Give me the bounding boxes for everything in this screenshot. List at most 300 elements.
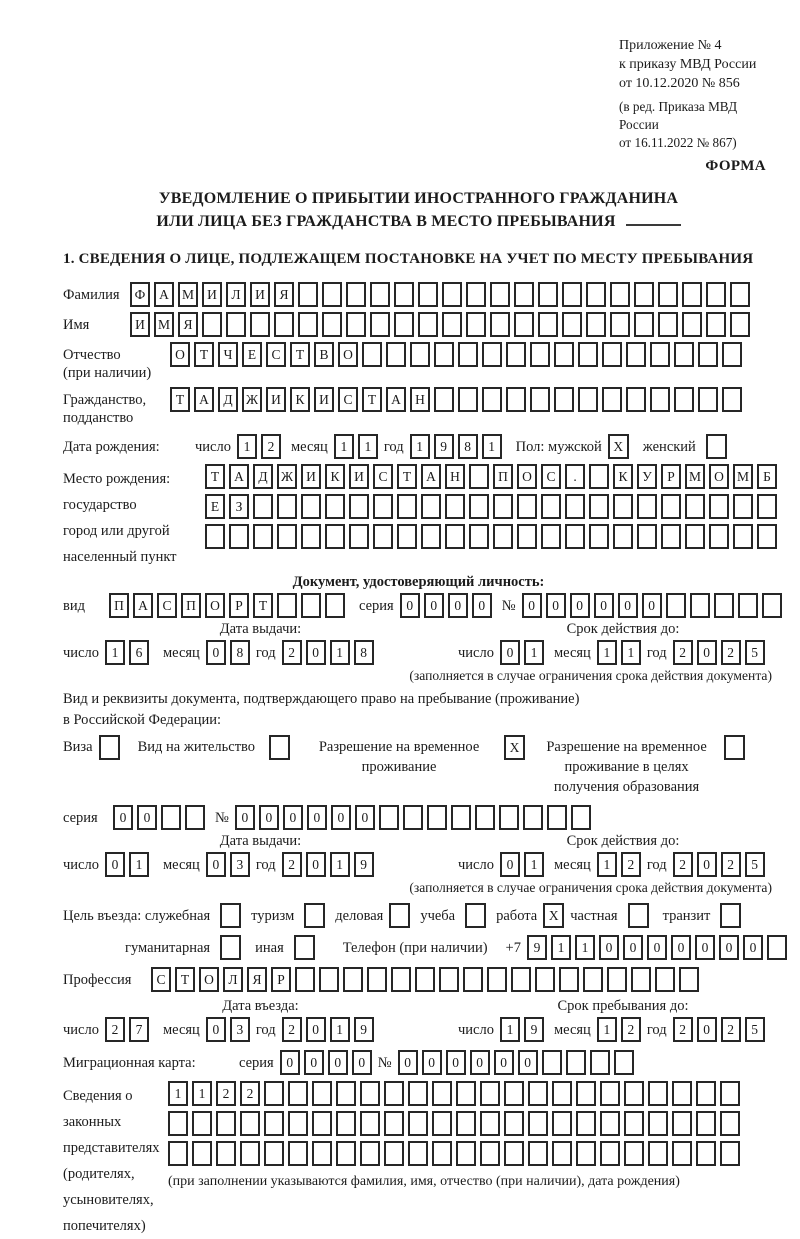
char-cell[interactable]: 8: [354, 640, 374, 665]
char-cell[interactable]: [391, 967, 411, 992]
char-cell[interactable]: [456, 1081, 476, 1106]
char-cell[interactable]: 2: [721, 1017, 741, 1042]
char-cell[interactable]: [499, 805, 519, 830]
char-cell[interactable]: [482, 342, 502, 367]
char-cell[interactable]: [696, 1111, 716, 1136]
char-cell[interactable]: [576, 1081, 596, 1106]
char-cell[interactable]: [590, 1050, 610, 1075]
char-cell[interactable]: 0: [280, 1050, 300, 1075]
char-cell[interactable]: 0: [743, 935, 763, 960]
char-cell[interactable]: [346, 312, 366, 337]
char-cell[interactable]: [690, 593, 710, 618]
char-cell[interactable]: [674, 342, 694, 367]
char-cell[interactable]: [648, 1111, 668, 1136]
char-cell[interactable]: 1: [192, 1081, 212, 1106]
char-cell[interactable]: [264, 1111, 284, 1136]
char-cell[interactable]: С: [373, 464, 393, 489]
char-cell[interactable]: [696, 1081, 716, 1106]
char-cell[interactable]: [469, 464, 489, 489]
char-cell[interactable]: [730, 282, 750, 307]
char-cell[interactable]: [637, 494, 657, 519]
char-cell[interactable]: Я: [274, 282, 294, 307]
char-cell[interactable]: 1: [597, 852, 617, 877]
char-cell[interactable]: Т: [175, 967, 195, 992]
char-cell[interactable]: [427, 805, 447, 830]
char-cell[interactable]: [475, 805, 495, 830]
char-cell[interactable]: П: [493, 464, 513, 489]
visa-checkbox[interactable]: [99, 735, 120, 760]
char-cell[interactable]: [733, 524, 753, 549]
char-cell[interactable]: [288, 1111, 308, 1136]
char-cell[interactable]: [600, 1141, 620, 1166]
char-cell[interactable]: [506, 387, 526, 412]
char-cell[interactable]: [722, 387, 742, 412]
char-cell[interactable]: И: [250, 282, 270, 307]
char-cell[interactable]: [379, 805, 399, 830]
char-cell[interactable]: 0: [697, 852, 717, 877]
char-cell[interactable]: [613, 494, 633, 519]
char-cell[interactable]: [360, 1141, 380, 1166]
char-cell[interactable]: 0: [283, 805, 303, 830]
char-cell[interactable]: 1: [575, 935, 595, 960]
char-cell[interactable]: [439, 967, 459, 992]
char-cell[interactable]: [576, 1141, 596, 1166]
char-cell[interactable]: [624, 1111, 644, 1136]
char-cell[interactable]: [650, 342, 670, 367]
char-cell[interactable]: [432, 1111, 452, 1136]
char-cell[interactable]: [325, 494, 345, 519]
char-cell[interactable]: 0: [500, 640, 520, 665]
char-cell[interactable]: [397, 524, 417, 549]
char-cell[interactable]: [511, 967, 531, 992]
char-cell[interactable]: 2: [282, 852, 302, 877]
char-cell[interactable]: 0: [206, 640, 226, 665]
char-cell[interactable]: 1: [334, 434, 354, 459]
char-cell[interactable]: А: [154, 282, 174, 307]
char-cell[interactable]: 0: [647, 935, 667, 960]
char-cell[interactable]: [565, 494, 585, 519]
char-cell[interactable]: [253, 524, 273, 549]
char-cell[interactable]: [538, 282, 558, 307]
char-cell[interactable]: [403, 805, 423, 830]
char-cell[interactable]: [528, 1141, 548, 1166]
char-cell[interactable]: 0: [719, 935, 739, 960]
char-cell[interactable]: [738, 593, 758, 618]
char-cell[interactable]: [408, 1111, 428, 1136]
char-cell[interactable]: [408, 1081, 428, 1106]
char-cell[interactable]: 0: [206, 852, 226, 877]
gender-male-checkbox[interactable]: X: [608, 434, 629, 459]
char-cell[interactable]: [578, 387, 598, 412]
char-cell[interactable]: Т: [205, 464, 225, 489]
char-cell[interactable]: [523, 805, 543, 830]
char-cell[interactable]: [226, 312, 246, 337]
char-cell[interactable]: Ф: [130, 282, 150, 307]
char-cell[interactable]: [312, 1081, 332, 1106]
char-cell[interactable]: [487, 967, 507, 992]
char-cell[interactable]: Ж: [277, 464, 297, 489]
char-cell[interactable]: [202, 312, 222, 337]
char-cell[interactable]: [205, 524, 225, 549]
char-cell[interactable]: 0: [398, 1050, 418, 1075]
char-cell[interactable]: [552, 1081, 572, 1106]
char-cell[interactable]: Д: [218, 387, 238, 412]
char-cell[interactable]: 1: [330, 852, 350, 877]
char-cell[interactable]: [343, 967, 363, 992]
char-cell[interactable]: [517, 524, 537, 549]
char-cell[interactable]: [349, 494, 369, 519]
char-cell[interactable]: М: [733, 464, 753, 489]
char-cell[interactable]: 0: [448, 593, 468, 618]
char-cell[interactable]: [480, 1081, 500, 1106]
char-cell[interactable]: 1: [500, 1017, 520, 1042]
char-cell[interactable]: [528, 1081, 548, 1106]
char-cell[interactable]: 1: [621, 640, 641, 665]
char-cell[interactable]: [666, 593, 686, 618]
char-cell[interactable]: О: [199, 967, 219, 992]
char-cell[interactable]: 0: [697, 640, 717, 665]
char-cell[interactable]: 1: [524, 852, 544, 877]
char-cell[interactable]: 0: [470, 1050, 490, 1075]
char-cell[interactable]: [277, 494, 297, 519]
char-cell[interactable]: [394, 282, 414, 307]
char-cell[interactable]: [762, 593, 782, 618]
char-cell[interactable]: [322, 282, 342, 307]
char-cell[interactable]: А: [194, 387, 214, 412]
char-cell[interactable]: 0: [206, 1017, 226, 1042]
char-cell[interactable]: 9: [354, 1017, 374, 1042]
char-cell[interactable]: [757, 524, 777, 549]
char-cell[interactable]: 0: [494, 1050, 514, 1075]
char-cell[interactable]: [168, 1141, 188, 1166]
char-cell[interactable]: Т: [362, 387, 382, 412]
char-cell[interactable]: 0: [331, 805, 351, 830]
char-cell[interactable]: О: [170, 342, 190, 367]
char-cell[interactable]: [658, 282, 678, 307]
char-cell[interactable]: 1: [551, 935, 571, 960]
char-cell[interactable]: [674, 387, 694, 412]
char-cell[interactable]: 0: [400, 593, 420, 618]
char-cell[interactable]: [672, 1081, 692, 1106]
char-cell[interactable]: [445, 494, 465, 519]
char-cell[interactable]: [161, 805, 181, 830]
char-cell[interactable]: [541, 524, 561, 549]
char-cell[interactable]: [631, 967, 651, 992]
char-cell[interactable]: 0: [235, 805, 255, 830]
char-cell[interactable]: 5: [745, 1017, 765, 1042]
char-cell[interactable]: [397, 494, 417, 519]
char-cell[interactable]: [301, 593, 321, 618]
char-cell[interactable]: [542, 1050, 562, 1075]
char-cell[interactable]: [600, 1081, 620, 1106]
char-cell[interactable]: 0: [594, 593, 614, 618]
char-cell[interactable]: [610, 312, 630, 337]
char-cell[interactable]: 1: [330, 640, 350, 665]
char-cell[interactable]: [434, 342, 454, 367]
char-cell[interactable]: [336, 1141, 356, 1166]
char-cell[interactable]: 1: [524, 640, 544, 665]
char-cell[interactable]: [466, 312, 486, 337]
char-cell[interactable]: И: [130, 312, 150, 337]
char-cell[interactable]: В: [314, 342, 334, 367]
char-cell[interactable]: [637, 524, 657, 549]
char-cell[interactable]: С: [541, 464, 561, 489]
char-cell[interactable]: С: [338, 387, 358, 412]
char-cell[interactable]: 0: [522, 593, 542, 618]
char-cell[interactable]: П: [109, 593, 129, 618]
char-cell[interactable]: 2: [673, 852, 693, 877]
purpose-study-checkbox[interactable]: [465, 903, 486, 928]
char-cell[interactable]: Т: [170, 387, 190, 412]
char-cell[interactable]: [373, 524, 393, 549]
char-cell[interactable]: З: [229, 494, 249, 519]
char-cell[interactable]: 0: [259, 805, 279, 830]
char-cell[interactable]: [229, 524, 249, 549]
char-cell[interactable]: 0: [642, 593, 662, 618]
char-cell[interactable]: 2: [673, 1017, 693, 1042]
char-cell[interactable]: [325, 593, 345, 618]
char-cell[interactable]: 0: [446, 1050, 466, 1075]
char-cell[interactable]: [349, 524, 369, 549]
char-cell[interactable]: [418, 312, 438, 337]
char-cell[interactable]: [480, 1141, 500, 1166]
purpose-official-checkbox[interactable]: [220, 903, 241, 928]
char-cell[interactable]: [410, 342, 430, 367]
char-cell[interactable]: А: [386, 387, 406, 412]
char-cell[interactable]: А: [133, 593, 153, 618]
char-cell[interactable]: [442, 312, 462, 337]
char-cell[interactable]: Ч: [218, 342, 238, 367]
char-cell[interactable]: [240, 1141, 260, 1166]
char-cell[interactable]: [418, 282, 438, 307]
char-cell[interactable]: [576, 1111, 596, 1136]
char-cell[interactable]: 8: [458, 434, 478, 459]
char-cell[interactable]: [288, 1081, 308, 1106]
char-cell[interactable]: [634, 312, 654, 337]
char-cell[interactable]: [528, 1111, 548, 1136]
char-cell[interactable]: 0: [137, 805, 157, 830]
char-cell[interactable]: [698, 342, 718, 367]
purpose-private-checkbox[interactable]: [628, 903, 649, 928]
char-cell[interactable]: 1: [168, 1081, 188, 1106]
char-cell[interactable]: [514, 312, 534, 337]
char-cell[interactable]: [360, 1111, 380, 1136]
char-cell[interactable]: [298, 282, 318, 307]
char-cell[interactable]: Я: [178, 312, 198, 337]
char-cell[interactable]: [589, 494, 609, 519]
char-cell[interactable]: [583, 967, 603, 992]
char-cell[interactable]: А: [421, 464, 441, 489]
char-cell[interactable]: [394, 312, 414, 337]
char-cell[interactable]: 2: [216, 1081, 236, 1106]
char-cell[interactable]: 0: [424, 593, 444, 618]
char-cell[interactable]: [458, 387, 478, 412]
char-cell[interactable]: К: [325, 464, 345, 489]
char-cell[interactable]: 0: [355, 805, 375, 830]
char-cell[interactable]: [547, 805, 567, 830]
char-cell[interactable]: Р: [271, 967, 291, 992]
char-cell[interactable]: 1: [597, 1017, 617, 1042]
char-cell[interactable]: [288, 1141, 308, 1166]
char-cell[interactable]: 0: [422, 1050, 442, 1075]
char-cell[interactable]: [571, 805, 591, 830]
char-cell[interactable]: 0: [113, 805, 133, 830]
char-cell[interactable]: 0: [304, 1050, 324, 1075]
char-cell[interactable]: [274, 312, 294, 337]
char-cell[interactable]: [506, 342, 526, 367]
purpose-work-checkbox[interactable]: X: [543, 903, 564, 928]
char-cell[interactable]: 2: [621, 852, 641, 877]
char-cell[interactable]: С: [157, 593, 177, 618]
char-cell[interactable]: [586, 282, 606, 307]
char-cell[interactable]: 0: [500, 852, 520, 877]
char-cell[interactable]: [386, 342, 406, 367]
char-cell[interactable]: [586, 312, 606, 337]
char-cell[interactable]: [277, 593, 297, 618]
char-cell[interactable]: [490, 282, 510, 307]
char-cell[interactable]: М: [178, 282, 198, 307]
char-cell[interactable]: [730, 312, 750, 337]
char-cell[interactable]: 9: [434, 434, 454, 459]
char-cell[interactable]: [301, 524, 321, 549]
char-cell[interactable]: [367, 967, 387, 992]
char-cell[interactable]: 8: [230, 640, 250, 665]
char-cell[interactable]: Т: [290, 342, 310, 367]
char-cell[interactable]: 2: [721, 640, 741, 665]
char-cell[interactable]: 0: [306, 1017, 326, 1042]
purpose-other-checkbox[interactable]: [294, 935, 315, 960]
char-cell[interactable]: [538, 312, 558, 337]
char-cell[interactable]: 2: [282, 1017, 302, 1042]
purpose-tourism-checkbox[interactable]: [304, 903, 325, 928]
char-cell[interactable]: [578, 342, 598, 367]
char-cell[interactable]: И: [266, 387, 286, 412]
char-cell[interactable]: 1: [129, 852, 149, 877]
char-cell[interactable]: [493, 524, 513, 549]
char-cell[interactable]: [469, 524, 489, 549]
char-cell[interactable]: М: [685, 464, 705, 489]
char-cell[interactable]: [720, 1141, 740, 1166]
char-cell[interactable]: [530, 387, 550, 412]
char-cell[interactable]: 0: [306, 640, 326, 665]
char-cell[interactable]: 1: [237, 434, 257, 459]
char-cell[interactable]: [415, 967, 435, 992]
char-cell[interactable]: Ж: [242, 387, 262, 412]
char-cell[interactable]: [682, 312, 702, 337]
char-cell[interactable]: [469, 494, 489, 519]
char-cell[interactable]: 0: [618, 593, 638, 618]
temp-residence-edu-checkbox[interactable]: [724, 735, 745, 760]
char-cell[interactable]: 0: [306, 852, 326, 877]
char-cell[interactable]: У: [637, 464, 657, 489]
char-cell[interactable]: [610, 282, 630, 307]
char-cell[interactable]: [442, 282, 462, 307]
char-cell[interactable]: 0: [695, 935, 715, 960]
char-cell[interactable]: [298, 312, 318, 337]
char-cell[interactable]: [602, 342, 622, 367]
char-cell[interactable]: Б: [757, 464, 777, 489]
char-cell[interactable]: [370, 282, 390, 307]
char-cell[interactable]: 5: [745, 640, 765, 665]
purpose-transit-checkbox[interactable]: [720, 903, 741, 928]
char-cell[interactable]: [554, 342, 574, 367]
char-cell[interactable]: Т: [253, 593, 273, 618]
char-cell[interactable]: [384, 1081, 404, 1106]
char-cell[interactable]: 2: [282, 640, 302, 665]
char-cell[interactable]: [192, 1141, 212, 1166]
char-cell[interactable]: 2: [621, 1017, 641, 1042]
char-cell[interactable]: [504, 1141, 524, 1166]
char-cell[interactable]: [706, 312, 726, 337]
gender-female-checkbox[interactable]: [706, 434, 727, 459]
char-cell[interactable]: [517, 494, 537, 519]
char-cell[interactable]: [451, 805, 471, 830]
char-cell[interactable]: 3: [230, 1017, 250, 1042]
char-cell[interactable]: [301, 494, 321, 519]
char-cell[interactable]: [624, 1141, 644, 1166]
char-cell[interactable]: К: [613, 464, 633, 489]
char-cell[interactable]: [602, 387, 622, 412]
char-cell[interactable]: [655, 967, 675, 992]
char-cell[interactable]: И: [349, 464, 369, 489]
char-cell[interactable]: 5: [745, 852, 765, 877]
char-cell[interactable]: 1: [597, 640, 617, 665]
char-cell[interactable]: С: [151, 967, 171, 992]
char-cell[interactable]: [312, 1111, 332, 1136]
char-cell[interactable]: 7: [129, 1017, 149, 1042]
char-cell[interactable]: И: [301, 464, 321, 489]
char-cell[interactable]: [168, 1111, 188, 1136]
char-cell[interactable]: 2: [721, 852, 741, 877]
char-cell[interactable]: [277, 524, 297, 549]
char-cell[interactable]: [490, 312, 510, 337]
char-cell[interactable]: [192, 1111, 212, 1136]
char-cell[interactable]: [445, 524, 465, 549]
char-cell[interactable]: [456, 1111, 476, 1136]
char-cell[interactable]: [408, 1141, 428, 1166]
char-cell[interactable]: [682, 282, 702, 307]
char-cell[interactable]: [493, 494, 513, 519]
char-cell[interactable]: [336, 1111, 356, 1136]
char-cell[interactable]: [264, 1081, 284, 1106]
char-cell[interactable]: 1: [410, 434, 430, 459]
char-cell[interactable]: Н: [410, 387, 430, 412]
char-cell[interactable]: [336, 1081, 356, 1106]
char-cell[interactable]: [722, 342, 742, 367]
char-cell[interactable]: [322, 312, 342, 337]
char-cell[interactable]: [661, 494, 681, 519]
char-cell[interactable]: [370, 312, 390, 337]
char-cell[interactable]: [709, 524, 729, 549]
char-cell[interactable]: А: [229, 464, 249, 489]
temp-residence-checkbox[interactable]: X: [504, 735, 525, 760]
char-cell[interactable]: 6: [129, 640, 149, 665]
char-cell[interactable]: Е: [242, 342, 262, 367]
char-cell[interactable]: [434, 387, 454, 412]
char-cell[interactable]: [458, 342, 478, 367]
char-cell[interactable]: [566, 1050, 586, 1075]
char-cell[interactable]: 1: [482, 434, 502, 459]
char-cell[interactable]: [253, 494, 273, 519]
char-cell[interactable]: [607, 967, 627, 992]
char-cell[interactable]: [250, 312, 270, 337]
char-cell[interactable]: [714, 593, 734, 618]
char-cell[interactable]: [767, 935, 787, 960]
char-cell[interactable]: [421, 494, 441, 519]
char-cell[interactable]: 2: [261, 434, 281, 459]
char-cell[interactable]: 0: [671, 935, 691, 960]
char-cell[interactable]: Т: [397, 464, 417, 489]
